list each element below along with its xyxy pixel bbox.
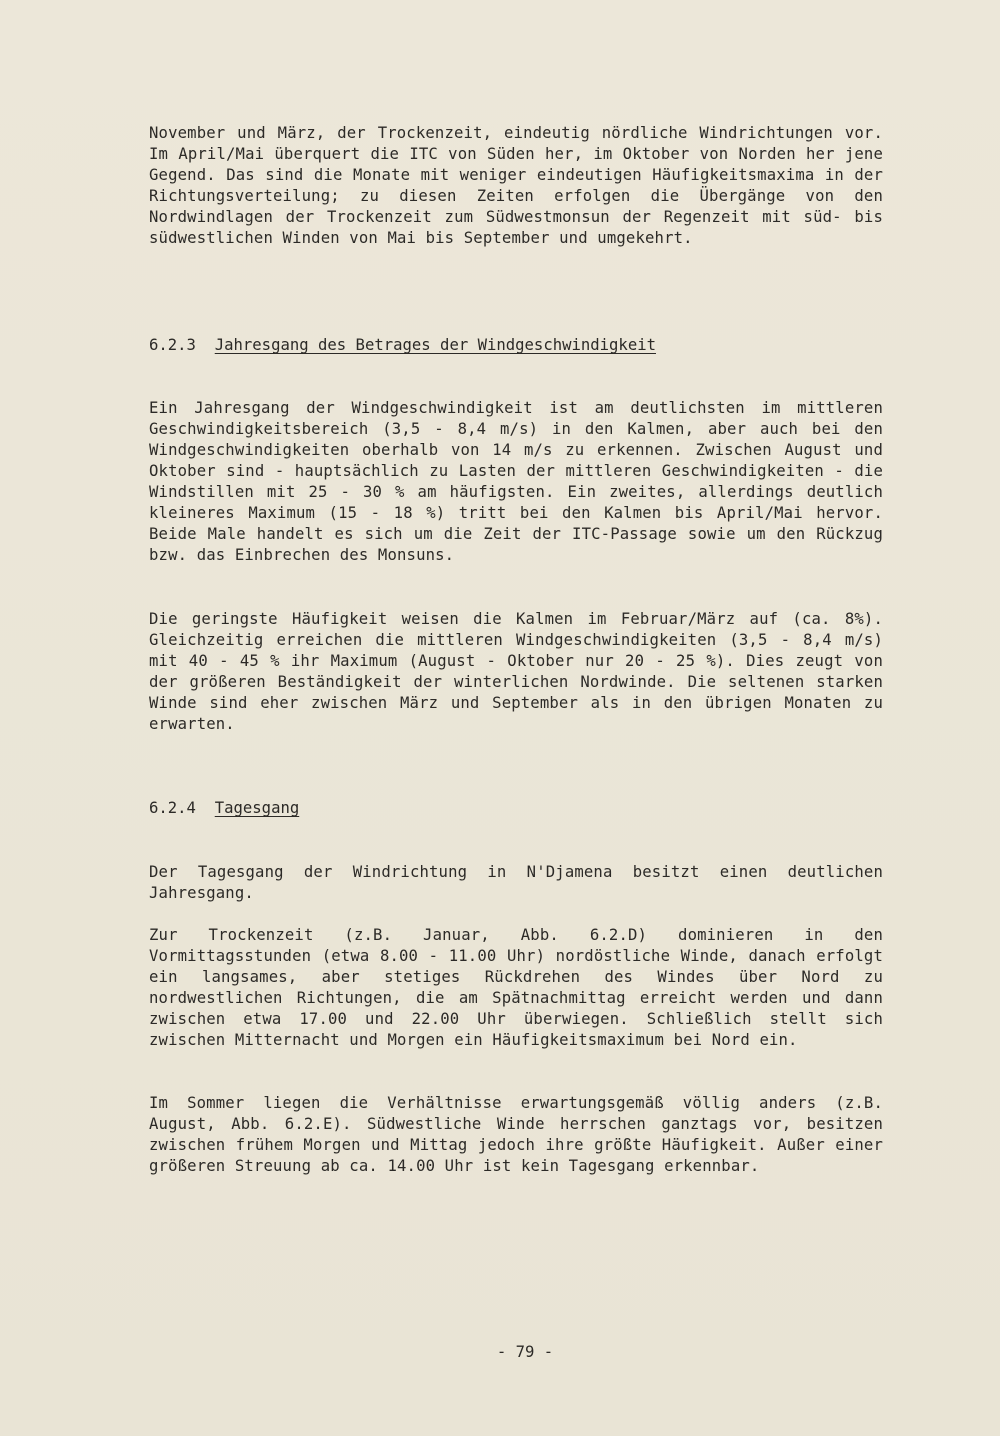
section-number: 6.2.4 <box>149 799 196 817</box>
page-number: - 79 - <box>496 1343 554 1361</box>
section-heading-6-2-3 <box>149 335 656 356</box>
paragraph-wind-direction-seasons: November und März, der Trockenzeit, eindeutig nördliche Windrichtungen vor. Im April/Mai überquert die ITC von Süden her, im Oktober von Norden her jene Gegend. Das sind die Monate mit weniger eindeutigen Häufigkeitsmaxima in der Richtungsverteilung; zu diesen Zeiten erfolgen die Übergänge von den Nordwindlagen der Trockenzeit zum Südwestmonsun der Regenzeit mit süd- bis südwestlichen Winden von Mai bis September und umgekehrt. <box>149 124 883 247</box>
paragraph-daily-cycle-intro: Der Tagesgang der Windrichtung in N'Djamena besitzt einen deutlichen Jahresgang. <box>149 863 883 902</box>
section-number: 6.2.3 <box>149 336 196 354</box>
section-title: Tagesgang <box>214 799 300 817</box>
section-title: Jahresgang des Betrages der Windgeschwindigkeit <box>214 336 656 354</box>
paragraph-calm-frequency: Die geringste Häufigkeit weisen die Kalmen im Februar/März auf (ca. 8%). Gleichzeitig erreichen die mittleren Windgeschwindigkeiten (3,5 - 8,4 m/s) mit 40 - 45 % ihr Maximum (August - Oktober nur 20 - 25 %). Dies zeugt von der größeren Beständigkeit der winterlichen Nordwinde. Die seltenen starken Winde sind eher zwischen März und September als in den übrigen Monaten zu erwarten. <box>149 610 883 733</box>
paragraph-summer-daily-cycle: Im Sommer liegen die Verhältnisse erwartungsgemäß völlig anders (z.B. August, Abb. 6.2.E). Südwestliche Winde herrschen ganztags vor, besitzen zwischen frühem Morgen und Mittag jedoch ihre größte Häufigkeit. Außer einer größeren Streuung ab ca. 14.00 Uhr ist kein Tagesgang erkennbar. <box>149 1094 883 1175</box>
paragraph-dry-season-daily-cycle: Zur Trockenzeit (z.B. Januar, Abb. 6.2.D) dominieren in den Vormittagsstunden (etwa 8.00 - 11.00 Uhr) nordöstliche Winde, danach erfolgt ein langsames, aber stetiges Rückdrehen des Windes über Nord zu nordwestlichen Richtungen, die am Spätnachmittag erreicht werden und dann zwischen etwa 17.00 und 22.00 Uhr überwiegen. Schließlich stellt sich zwischen Mitternacht und Morgen ein Häufigkeitsmaximum bei Nord ein. <box>149 926 883 1049</box>
paragraph-annual-wind-speed: Ein Jahresgang der Windgeschwindigkeit ist am deutlichsten im mittleren Geschwindigkeitsbereich (3,5 - 8,4 m/s) in den Kalmen, aber auch bei den Windgeschwindigkeiten oberhalb von 14 m/s zu erkennen. Zwischen August und Oktober sind - hauptsächlich zu Lasten der mittleren Geschwindigkeiten - die Windstillen mit 25 - 30 % am häufigsten. Ein zweites, allerdings deutlich kleineres Maximum (15 - 18 %) tritt bei den Kalmen bis April/Mai hervor. Beide Male handelt es sich um die Zeit der ITC-Passage sowie um den Rückzug bzw. das Einbrechen des Monsuns. <box>149 399 883 564</box>
section-heading-6-2-4 <box>149 798 299 819</box>
